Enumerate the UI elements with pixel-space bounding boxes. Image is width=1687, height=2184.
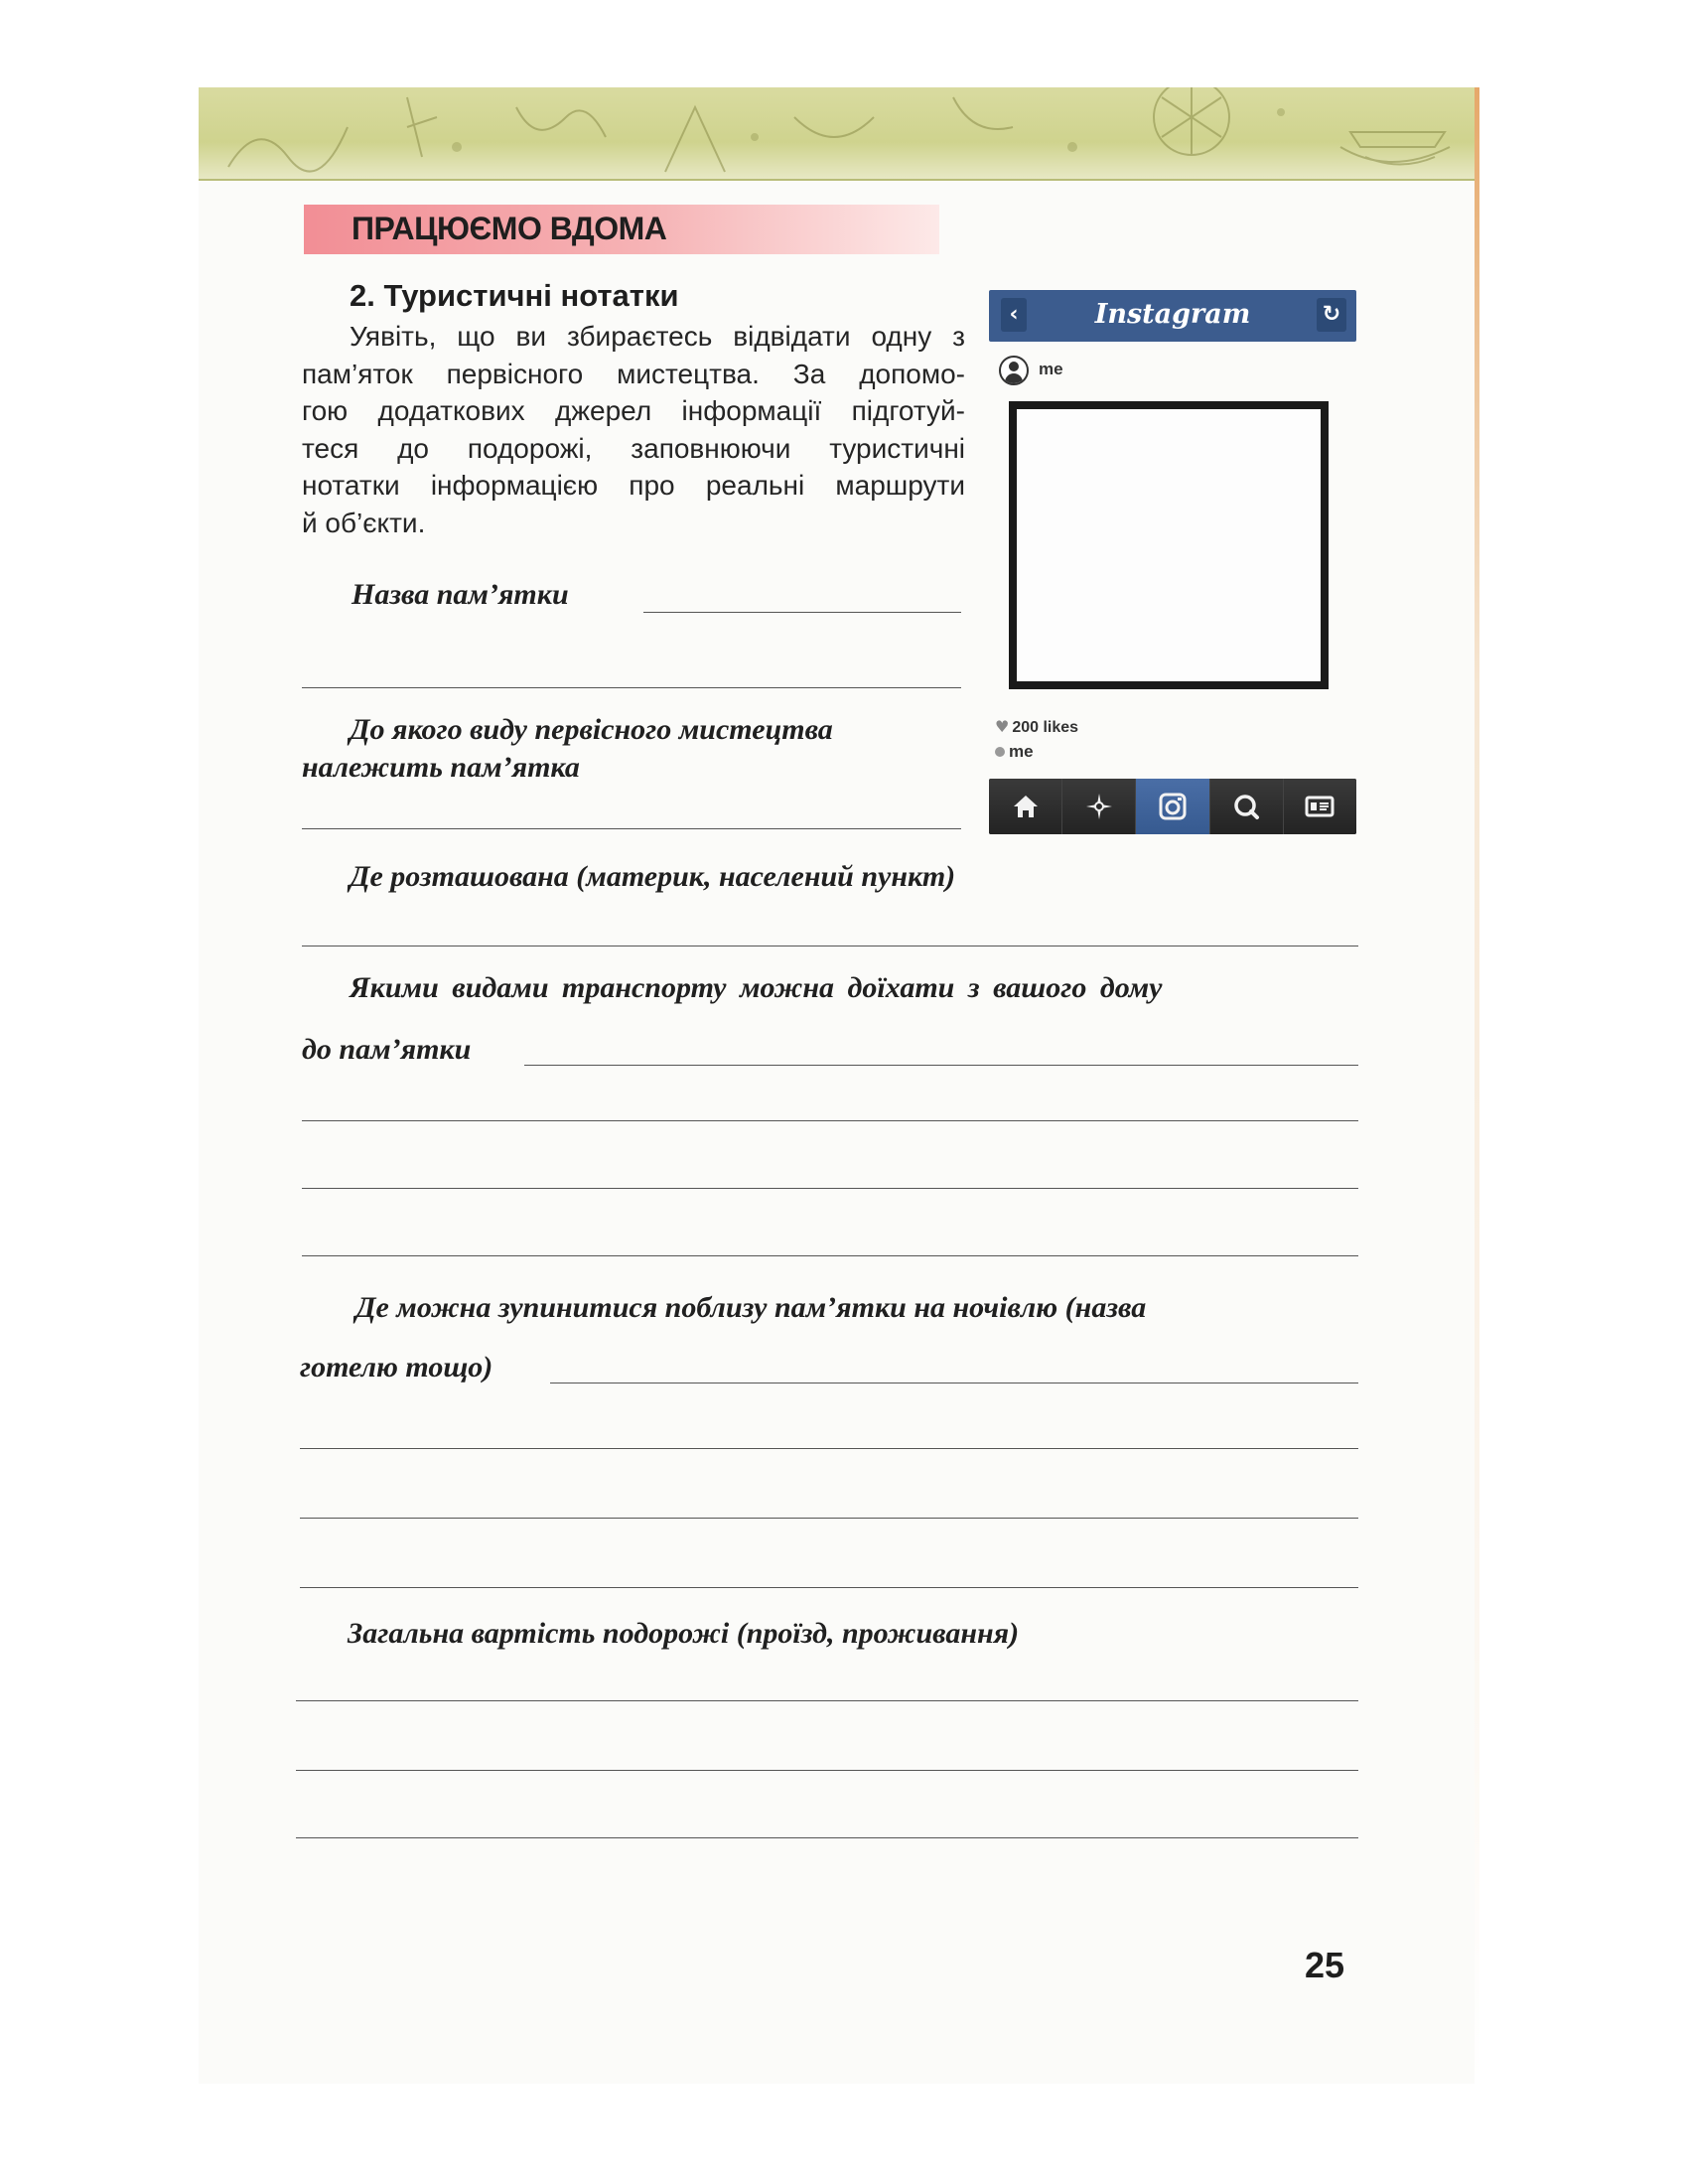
answer-line[interactable] [296, 1770, 1358, 1771]
instagram-post-mock [989, 290, 1356, 826]
chevron-left-icon[interactable]: ‹ [1001, 298, 1027, 332]
refresh-icon[interactable]: ↻ [1317, 298, 1346, 332]
explore-icon [1084, 792, 1114, 821]
comment-row [995, 742, 1034, 762]
section-title: ПРАЦЮЄМО ВДОМА [351, 211, 667, 246]
task-title: 2. Туристичні нотатки [350, 278, 679, 313]
tab-explore[interactable] [1062, 779, 1136, 834]
instruction-line: й об’єкти. [302, 507, 426, 538]
question-accommodation-cont: готелю тощо) [300, 1351, 493, 1383]
question-art-type-cont: належить пам’ятка [302, 751, 580, 784]
post-username: me [1039, 360, 1063, 378]
instagram-top-bar [989, 290, 1356, 342]
decorative-banner [199, 87, 1479, 181]
instruction-line: Уявіть, що ви збираєтесь відвідати одну з [350, 321, 965, 352]
answer-line[interactable] [300, 1518, 1358, 1519]
answer-line[interactable] [302, 828, 961, 829]
answer-line[interactable] [643, 612, 961, 613]
ornament-pattern-icon [199, 87, 1479, 179]
task-instructions [302, 318, 965, 541]
page-edge [1475, 87, 1479, 2084]
question-art-type: До якого виду первісного мистецтва [350, 713, 833, 746]
answer-line[interactable] [300, 1448, 1358, 1449]
heart-icon: ♥ [995, 717, 1010, 736]
instruction-line: пам’яток первісного мистецтва. За допомо- [302, 358, 965, 389]
tab-profile[interactable] [1284, 779, 1356, 834]
instagram-tab-bar [989, 779, 1356, 834]
tab-camera[interactable] [1136, 779, 1209, 834]
question-transport: Якими видами транспорту можна доїхати з вашого дому [350, 971, 1163, 1004]
activity-icon [1231, 792, 1261, 821]
question-location: Де розташована (материк, населений пункт) [350, 860, 956, 893]
answer-line[interactable] [302, 1255, 1358, 1256]
likes-count [995, 717, 1078, 737]
answer-line[interactable] [300, 1587, 1358, 1588]
camera-icon [1158, 792, 1188, 821]
avatar-icon [999, 356, 1029, 385]
likes-label: 200 likes [1012, 719, 1079, 736]
instruction-line: гою додаткових джерел інформації підготуй- [302, 395, 965, 427]
question-accommodation: Де можна зупинитися поблизу пам’ятки на ночівлю (назва [355, 1291, 1147, 1324]
answer-line[interactable] [302, 687, 961, 688]
question-monument-name: Назва пам’ятки [351, 578, 569, 611]
comment-username: me [1009, 742, 1034, 761]
workbook-page [199, 87, 1479, 2084]
answer-line[interactable] [302, 1188, 1358, 1189]
answer-line[interactable] [296, 1700, 1358, 1701]
tab-activity[interactable] [1210, 779, 1284, 834]
answer-line[interactable] [302, 1120, 1358, 1121]
profile-icon [1305, 795, 1335, 818]
app-title: Instagram [1094, 299, 1251, 330]
question-total-cost: Загальна вартість подорожі (проїзд, проживання) [348, 1617, 1020, 1650]
question-transport-cont: до пам’ятки [302, 1033, 472, 1066]
tab-home[interactable] [989, 779, 1062, 834]
comment-icon [995, 747, 1005, 757]
answer-line[interactable] [296, 1837, 1358, 1838]
instruction-line: теся до подорожі, заповнюючи туристичні [302, 432, 965, 464]
instruction-line: нотатки інформацією про реальні маршрути [302, 470, 965, 502]
answer-line[interactable] [524, 1065, 1358, 1066]
page-number: 25 [1305, 1945, 1345, 1985]
home-icon [1012, 794, 1040, 819]
photo-placeholder[interactable] [1009, 401, 1329, 689]
